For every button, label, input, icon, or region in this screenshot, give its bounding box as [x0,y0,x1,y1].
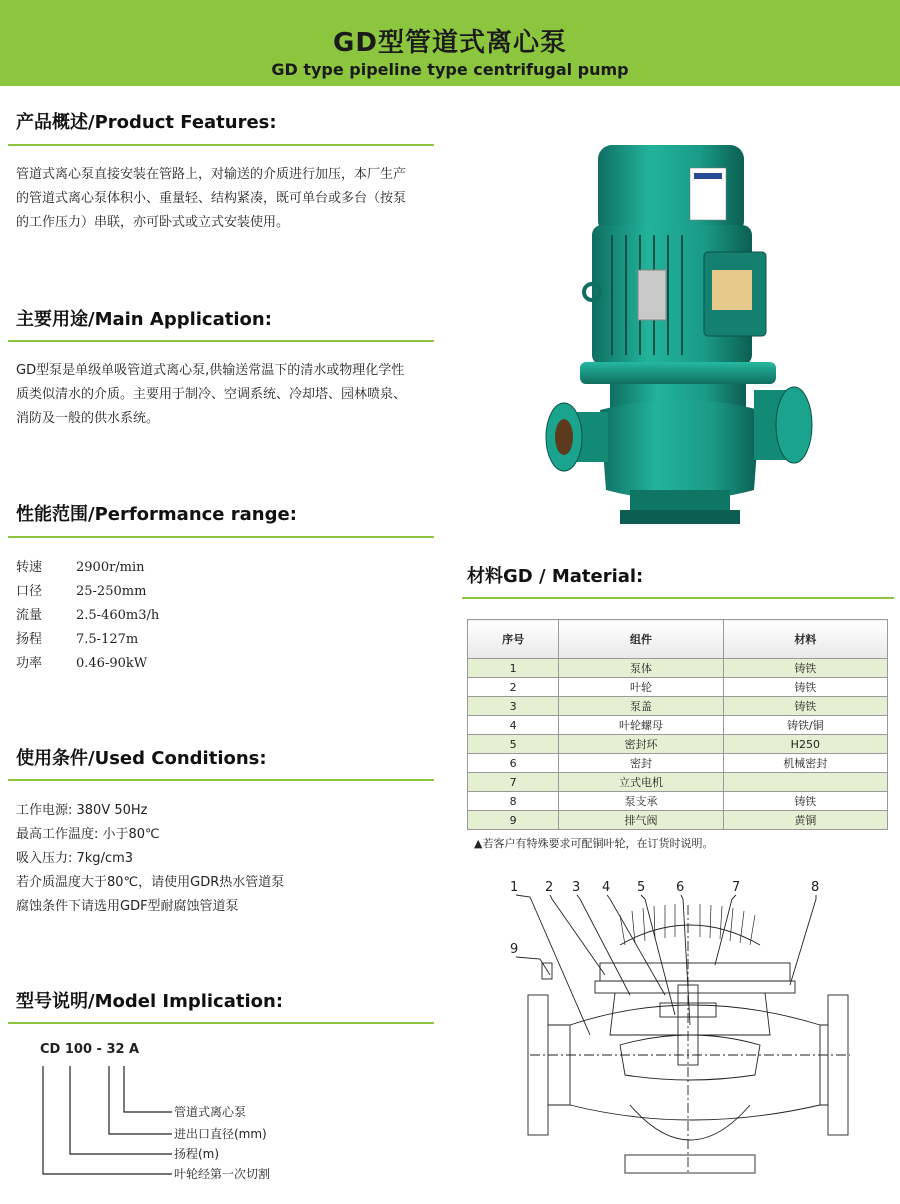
cell-part: 叶轮 [559,678,723,697]
model-label-pump: 管道式离心泵 [174,1105,247,1119]
condition-line: 最高工作温度: 小于80℃ [16,827,160,842]
table-row [468,716,888,735]
performance-row [16,556,159,580]
callout-6: 6 [676,880,685,895]
perf-label: 口径 [16,584,43,599]
material-header-row [468,620,888,659]
model-label-diameter: 进出口直径(mm) [174,1127,267,1141]
cell-no: 9 [468,811,559,830]
material-title: 材料GD / Material: [467,566,644,587]
cell-no: 6 [468,754,559,773]
performance-row [16,652,159,676]
cell-material: 铸铁 [723,678,887,697]
callout-7: 7 [732,880,741,895]
material-header-material: 材料 [723,620,887,659]
perf-label: 功率 [16,656,43,671]
cell-part: 密封 [559,754,723,773]
features-line: 管道式离心泵直接安装在管路上，对输送的介质进行加压，本厂生产 [16,167,407,182]
perf-label: 扬程 [16,632,43,647]
cell-no: 3 [468,697,559,716]
cell-part: 泵体 [559,659,723,678]
cell-material: 黄铜 [723,811,887,830]
material-header-part: 组件 [559,620,723,659]
table-row [468,735,888,754]
cell-material: 铸铁/铜 [723,716,887,735]
material-table [467,619,888,830]
cell-material: H250 [723,735,887,754]
model-divider [8,1022,434,1024]
model-label-head: 扬程(m) [174,1147,220,1161]
model-label-impeller-cut: 叶轮经第一次切割 [174,1167,271,1181]
perf-value: 2.5-460m3/h [76,608,160,623]
application-line: 消防及一般的供水系统。 [16,411,160,426]
cell-part: 泵支承 [559,792,723,811]
features-text [16,163,441,235]
condition-line: 若介质温度大于80℃，请使用GDR热水管道泵 [16,875,285,890]
perf-label: 流量 [16,608,43,623]
material-note: ▲若客户有特殊要求可配铜叶轮，在订货时说明。 [474,837,714,850]
conditions-list [16,799,284,919]
application-line: GD型泵是单级单吸管道式离心泵,供输送常温下的清水或物理化学性 [16,363,405,378]
table-row [468,659,888,678]
cell-part: 密封环 [559,735,723,754]
table-row [468,792,888,811]
features-title: 产品概述/Product Features: [16,112,277,133]
table-row [468,697,888,716]
model-title: 型号说明/Model Implication: [16,991,284,1012]
material-divider [462,597,894,599]
model-code: CD 100 - 32 A [40,1042,140,1057]
perf-value: 25-250mm [76,584,147,599]
perf-label: 转速 [16,560,43,575]
pump-section-diagram [500,875,880,1185]
title-cn: GD型管道式离心泵 [333,28,567,58]
table-row [468,811,888,830]
condition-line: 吸入压力: 7kg/cm3 [16,851,134,866]
performance-row [16,604,159,628]
cell-material [723,773,887,792]
application-title: 主要用途/Main Application: [16,309,272,330]
performance-row [16,580,159,604]
cell-no: 8 [468,792,559,811]
callout-3: 3 [572,880,581,895]
cell-no: 1 [468,659,559,678]
cell-material: 铸铁 [723,697,887,716]
cell-part: 立式电机 [559,773,723,792]
table-row [468,678,888,697]
callout-1: 1 [510,880,519,895]
perf-value: 0.46-90kW [76,656,148,671]
performance-divider [8,536,434,538]
condition-line: 工作电源: 380V 50Hz [16,803,148,818]
pump-photo [540,140,820,530]
features-line: 的管道式离心泵体积小、重量轻、结构紧凑，既可单台或多台（按泵 [16,191,407,206]
table-row [468,773,888,792]
cell-no: 5 [468,735,559,754]
cell-no: 4 [468,716,559,735]
application-divider [8,340,434,342]
cell-part: 叶轮螺母 [559,716,723,735]
cell-part: 排气阀 [559,811,723,830]
performance-row [16,628,159,652]
page-header [0,0,900,86]
application-text [16,359,441,431]
callout-9: 9 [510,942,519,957]
features-divider [8,144,434,146]
callout-5: 5 [637,880,646,895]
perf-value: 2900r/min [76,560,145,575]
callout-8: 8 [811,880,820,895]
cell-part: 泵盖 [559,697,723,716]
material-header-no: 序号 [468,620,559,659]
table-row [468,754,888,773]
callout-2: 2 [545,880,554,895]
conditions-title: 使用条件/Used Conditions: [16,748,267,769]
perf-value: 7.5-127m [76,632,139,647]
performance-list [16,556,159,676]
cell-no: 7 [468,773,559,792]
cell-material: 铸铁 [723,792,887,811]
callout-4: 4 [602,880,611,895]
cell-no: 2 [468,678,559,697]
cell-material: 机械密封 [723,754,887,773]
features-line: 的工作压力）串联，亦可卧式或立式安装使用。 [16,215,290,230]
title-en: GD type pipeline type centrifugal pump [271,60,629,79]
application-line: 质类似清水的介质。主要用于制冷、空调系统、冷却塔、园林喷泉、 [16,387,407,402]
cell-material: 铸铁 [723,659,887,678]
conditions-divider [8,779,434,781]
condition-line: 腐蚀条件下请选用GDF型耐腐蚀管道泵 [16,899,239,914]
performance-title: 性能范围/Performance range: [16,504,297,525]
